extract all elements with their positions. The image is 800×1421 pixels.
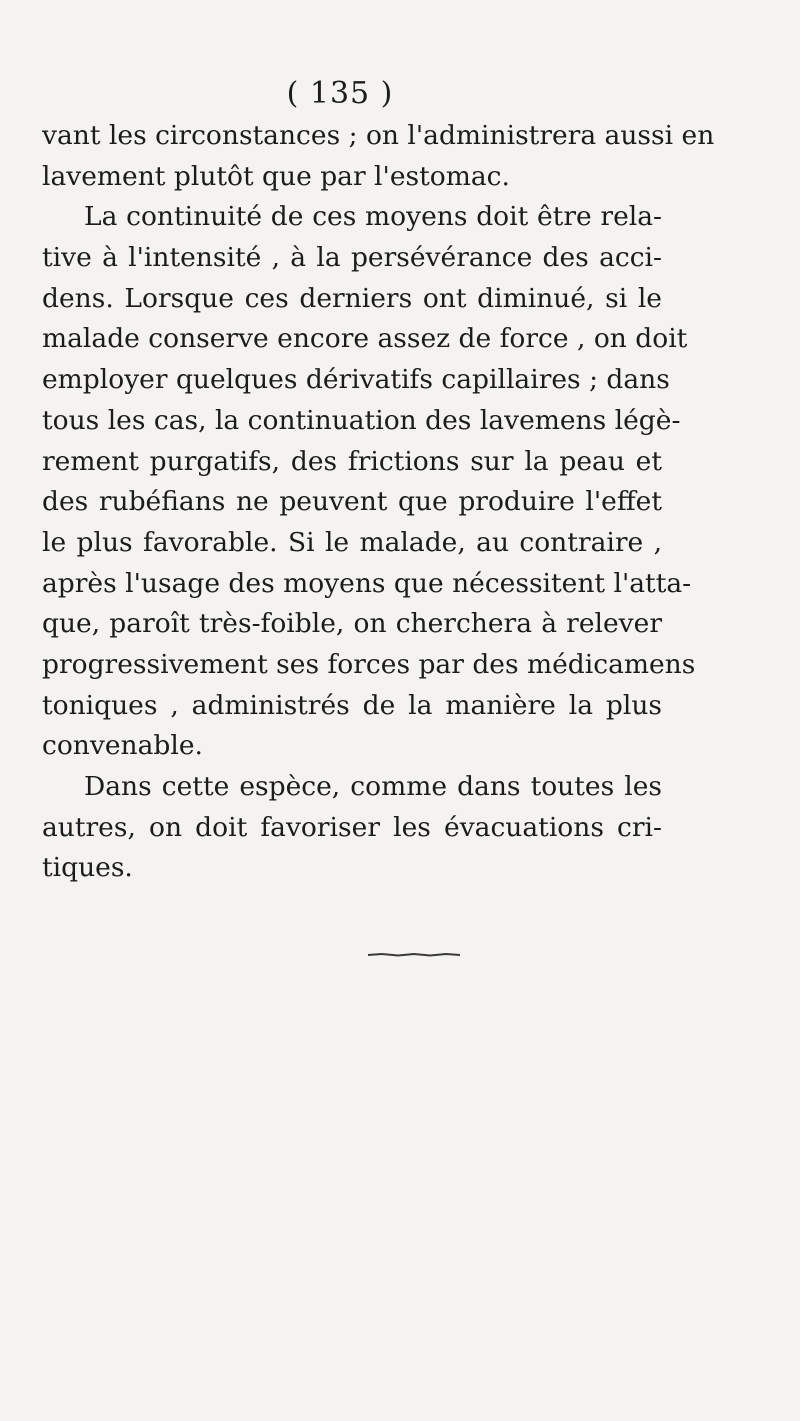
text-line: employer quelques dérivatifs capillaires ; dans xyxy=(42,364,670,396)
paragraph-first-line: Dans cette espèce, comme dans toutes les xyxy=(84,771,662,802)
body-text xyxy=(42,116,715,889)
text-line: le plus favorable. Si le malade, au contraire , xyxy=(42,526,662,558)
text-line: convenable. xyxy=(42,730,203,762)
text-line: lavement plutôt que par l'estomac. xyxy=(42,160,510,192)
text-line: que, paroît très-foible, on cherchera à relever xyxy=(42,608,662,640)
text-line: vant les circonstances ; on l'administrera aussi en xyxy=(42,120,715,151)
text-line: progressivement ses forces par des médicamens xyxy=(42,648,696,680)
text-line: dens. Lorsque ces derniers ont diminué, si le xyxy=(42,282,662,314)
text-line: après l'usage des moyens que nécessitent l'atta- xyxy=(42,567,692,599)
text-line: tive à l'intensité , à la persévérance des acci- xyxy=(42,242,662,274)
text-line: des rubéfians ne peuvent que produire l'effet xyxy=(42,486,662,518)
page-number: ( 135 ) xyxy=(286,76,394,111)
text-line: tiques. xyxy=(42,852,133,884)
printer-mark-ornament xyxy=(368,952,460,958)
text-line: autres, on doit favoriser les évacuations cri- xyxy=(42,811,662,843)
text-line: toniques , administrés de la manière la plus xyxy=(42,689,662,721)
text-line: rement purgatifs, des frictions sur la peau et xyxy=(42,445,662,477)
text-line: tous les cas, la continuation des lavemens légè- xyxy=(42,404,681,436)
paragraph-first-line: La continuité de ces moyens doit être rela- xyxy=(84,201,662,233)
text-line: malade conserve encore assez de force , on doit xyxy=(42,323,688,355)
